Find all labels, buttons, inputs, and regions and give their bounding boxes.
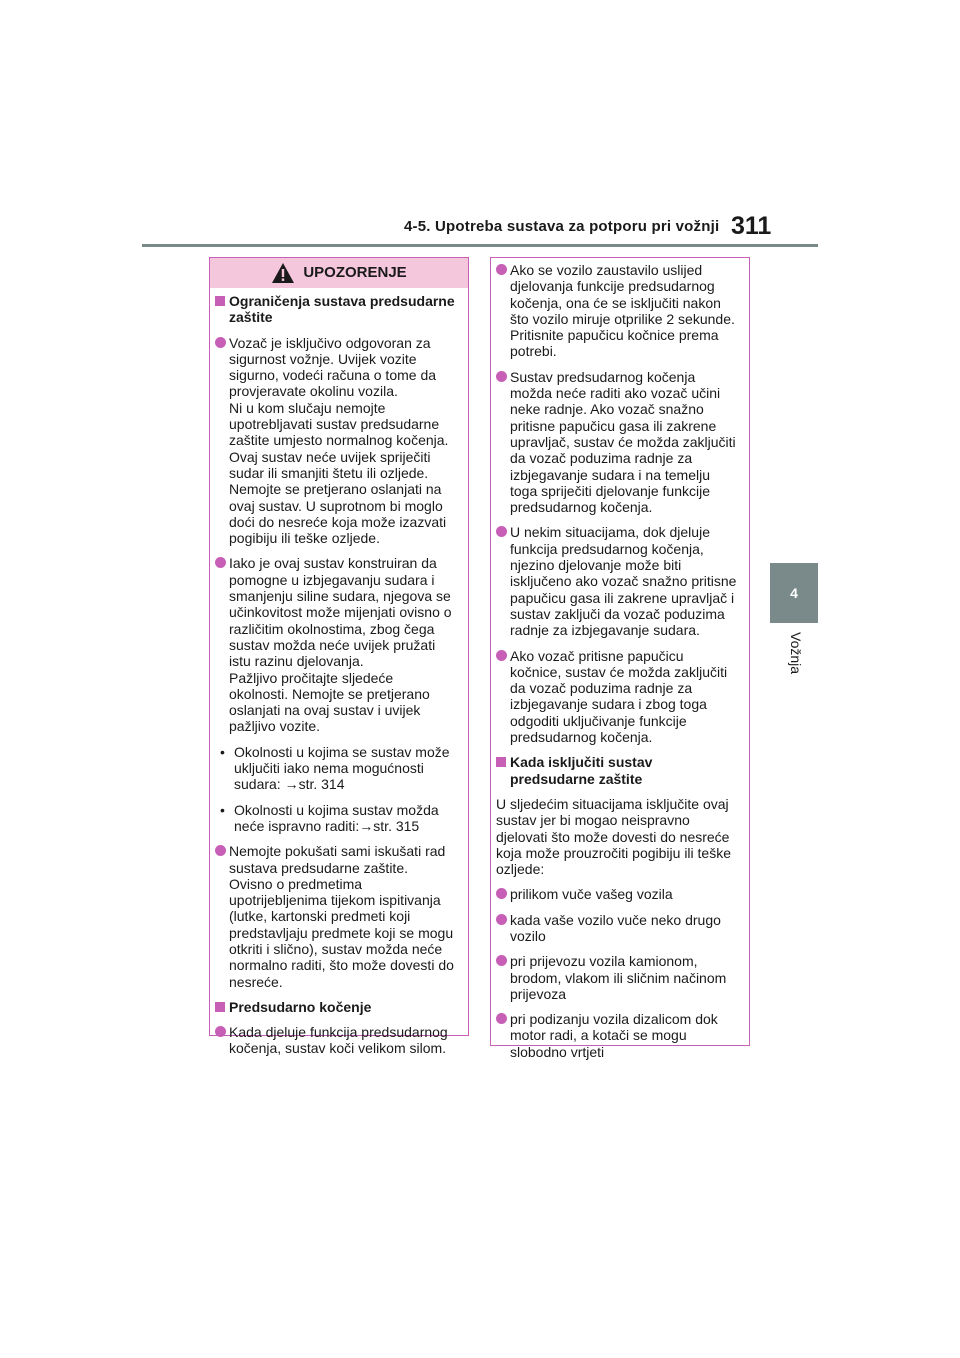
chapter-label (782, 632, 806, 692)
list-item (496, 886, 743, 902)
section-heading (215, 293, 462, 326)
list-item-text: Vozač je isključivo odgovoran za sigurnost vožnje. Uvijek vozite sigurno, vodeći računa o tome da provjeravate okolinu vozila. Ni u kom slučaju nemojte upotrebljavati sustav predsudarne zaštite umjesto normalnog kočenja. Ovaj sustav neće uvijek spriječiti sudar ili smanjiti štetu ili ozljede. Nemojte se pretjerano oslanjati na ovaj sustav. U suprotnom bi moglo doći do nesreće koja može izazvati pogibiju ili teške ozljede. (229, 334, 449, 547)
circle-bullet-icon (496, 526, 507, 537)
warning-box (209, 257, 469, 1057)
list-item (215, 335, 462, 547)
list-item (496, 524, 743, 638)
list-item-text: pri podizanju vozila dizalicom dok motor radi, a kotači se mogu slobodno vrtjeti (510, 1011, 718, 1060)
circle-bullet-icon (496, 955, 507, 966)
list-item-text: Ako se vozilo zaustavilo uslijed djelovanja funkcije predsudarnog kočenja, ona će se isključiti nakon što vozilo miruje otprilike 2 sekunde. Pritisnite papučicu kočnice prema potrebi. (510, 262, 735, 360)
list-item-text: kada vaše vozilo vuče neko drugo vozilo (510, 911, 721, 944)
list-item-text: Iako je ovaj sustav konstruiran da pomogne u izbjegavanju sudara i smanjenju siline sudara, njegova se učinkovitost može mijenjati ovisno o različitim okolnostima, zbog čega sustav možda neće uvijek pružati istu razinu djelovanja. Pažljivo pročitajte sljedeće okolnosti. Nemojte se pretjerano oslanjati na ovaj sustav i uvijek pažljivo vozite. (229, 555, 452, 735)
paragraph: U sljedećim situacijama isključite ovaj sustav jer bi mogao neispravno djelovati što može dovesti do nesreće koja može prouzročiti pogibiju ili teške ozljede: (496, 795, 731, 878)
circle-bullet-icon (496, 371, 507, 382)
circle-bullet-icon (215, 337, 226, 348)
section-heading (215, 999, 462, 1015)
list-item (496, 912, 743, 945)
section-title: 4-5. Upotreba sustava za potporu pri vožnji (404, 218, 720, 235)
circle-bullet-icon (496, 888, 507, 899)
list-item-text: Sustav predsudarnog kočenja možda neće raditi ako vozač učini neke radnje. Ako vozač snažno pritisne papučicu gasa ili zakrene upravljač, sustav će možda zaključiti da vozač poduzima radnje za izbjegavanje sudara i na temelju toga spriječiti djelovanje funkcije predsudarnog kočenja. (510, 368, 736, 516)
warning-header (210, 258, 468, 288)
chapter-tab: 4 (770, 563, 818, 623)
circle-bullet-icon (215, 557, 226, 568)
square-bullet-icon (215, 296, 225, 306)
list-item-text: Kada djeluje funkcija predsudarnog kočenja, sustav koči velikom silom. (229, 1024, 448, 1057)
heading-text: Ograničenja sustava predsudarne zaštite (229, 293, 455, 326)
circle-bullet-icon (215, 845, 226, 856)
list-item (496, 262, 743, 360)
list-item (215, 1024, 462, 1057)
list-item (496, 648, 743, 746)
list-item (496, 1011, 743, 1060)
sub-list-item: • Okolnosti u kojima se sustav može uključiti iako nema mogućnosti sudara: →str. 314 (215, 744, 462, 793)
list-item (496, 369, 743, 516)
section-heading (496, 754, 743, 787)
list-item (215, 555, 462, 734)
circle-bullet-icon (496, 264, 507, 275)
square-bullet-icon (496, 757, 506, 767)
warning-triangle-icon (271, 262, 295, 284)
list-item-text: pri prijevozu vozila kamionom, brodom, vlakom ili sličnim načinom prijevoza (510, 953, 727, 1002)
circle-bullet-icon (496, 914, 507, 925)
chapter-label-text: Vožnja (788, 632, 804, 675)
circle-bullet-icon (496, 650, 507, 661)
circle-bullet-icon (496, 1013, 507, 1024)
list-item-text: U nekim situacijama, dok djeluje funkcija predsudarnog kočenja, njezino djelovanje može biti isključeno ako vozač snažno pritisne papučicu gasa ili zakrene upravljač i sustav zaključi da vozač poduzima radnje za izbjegavanje sudara. (510, 524, 737, 639)
list-item-text: Ako vozač pritisne papučicu kočnice, sustav će možda zaključiti da vozač poduzima radnje za izbjegavanje sudara i zbog toga odgoditi uključivanje funkcije predsudarnog kočenja. (510, 647, 728, 746)
square-bullet-icon (215, 1002, 225, 1012)
heading-text: Kada isključiti sustav predsudarne zaštite (510, 754, 653, 787)
list-item (215, 843, 462, 990)
circle-bullet-icon (215, 1026, 226, 1037)
list-item-text: Nemojte pokušati sami iskušati rad sustava predsudarne zaštite. Ovisno o predmetima upotrijebljenima tijekom ispitivanja (lutke, kartonski predmeti koji predstavljaju predmete koji se mogu otkriti i slično), sustav možda neće normalno raditi, što može dovesti do nesreće. (229, 843, 454, 990)
page-number: 311 (731, 212, 772, 240)
warning-title: UPOZORENJE (303, 263, 407, 281)
heading-text: Predsudarno kočenje (229, 998, 372, 1015)
sub-list-item-text: Okolnosti u kojima sustav možda neće ispravno raditi:→str. 315 (234, 801, 439, 834)
list-item-text: prilikom vuče vašeg vozila (510, 886, 673, 903)
sub-list-item: • Okolnosti u kojima sustav možda neće ispravno raditi:→str. 315 (215, 802, 462, 835)
header-divider (142, 244, 818, 247)
sub-list-item-text: Okolnosti u kojima se sustav može uključiti iako nema mogućnosti sudara: →str. 314 (234, 743, 450, 793)
list-item (496, 953, 743, 1002)
continued-warning-box (490, 257, 750, 1060)
